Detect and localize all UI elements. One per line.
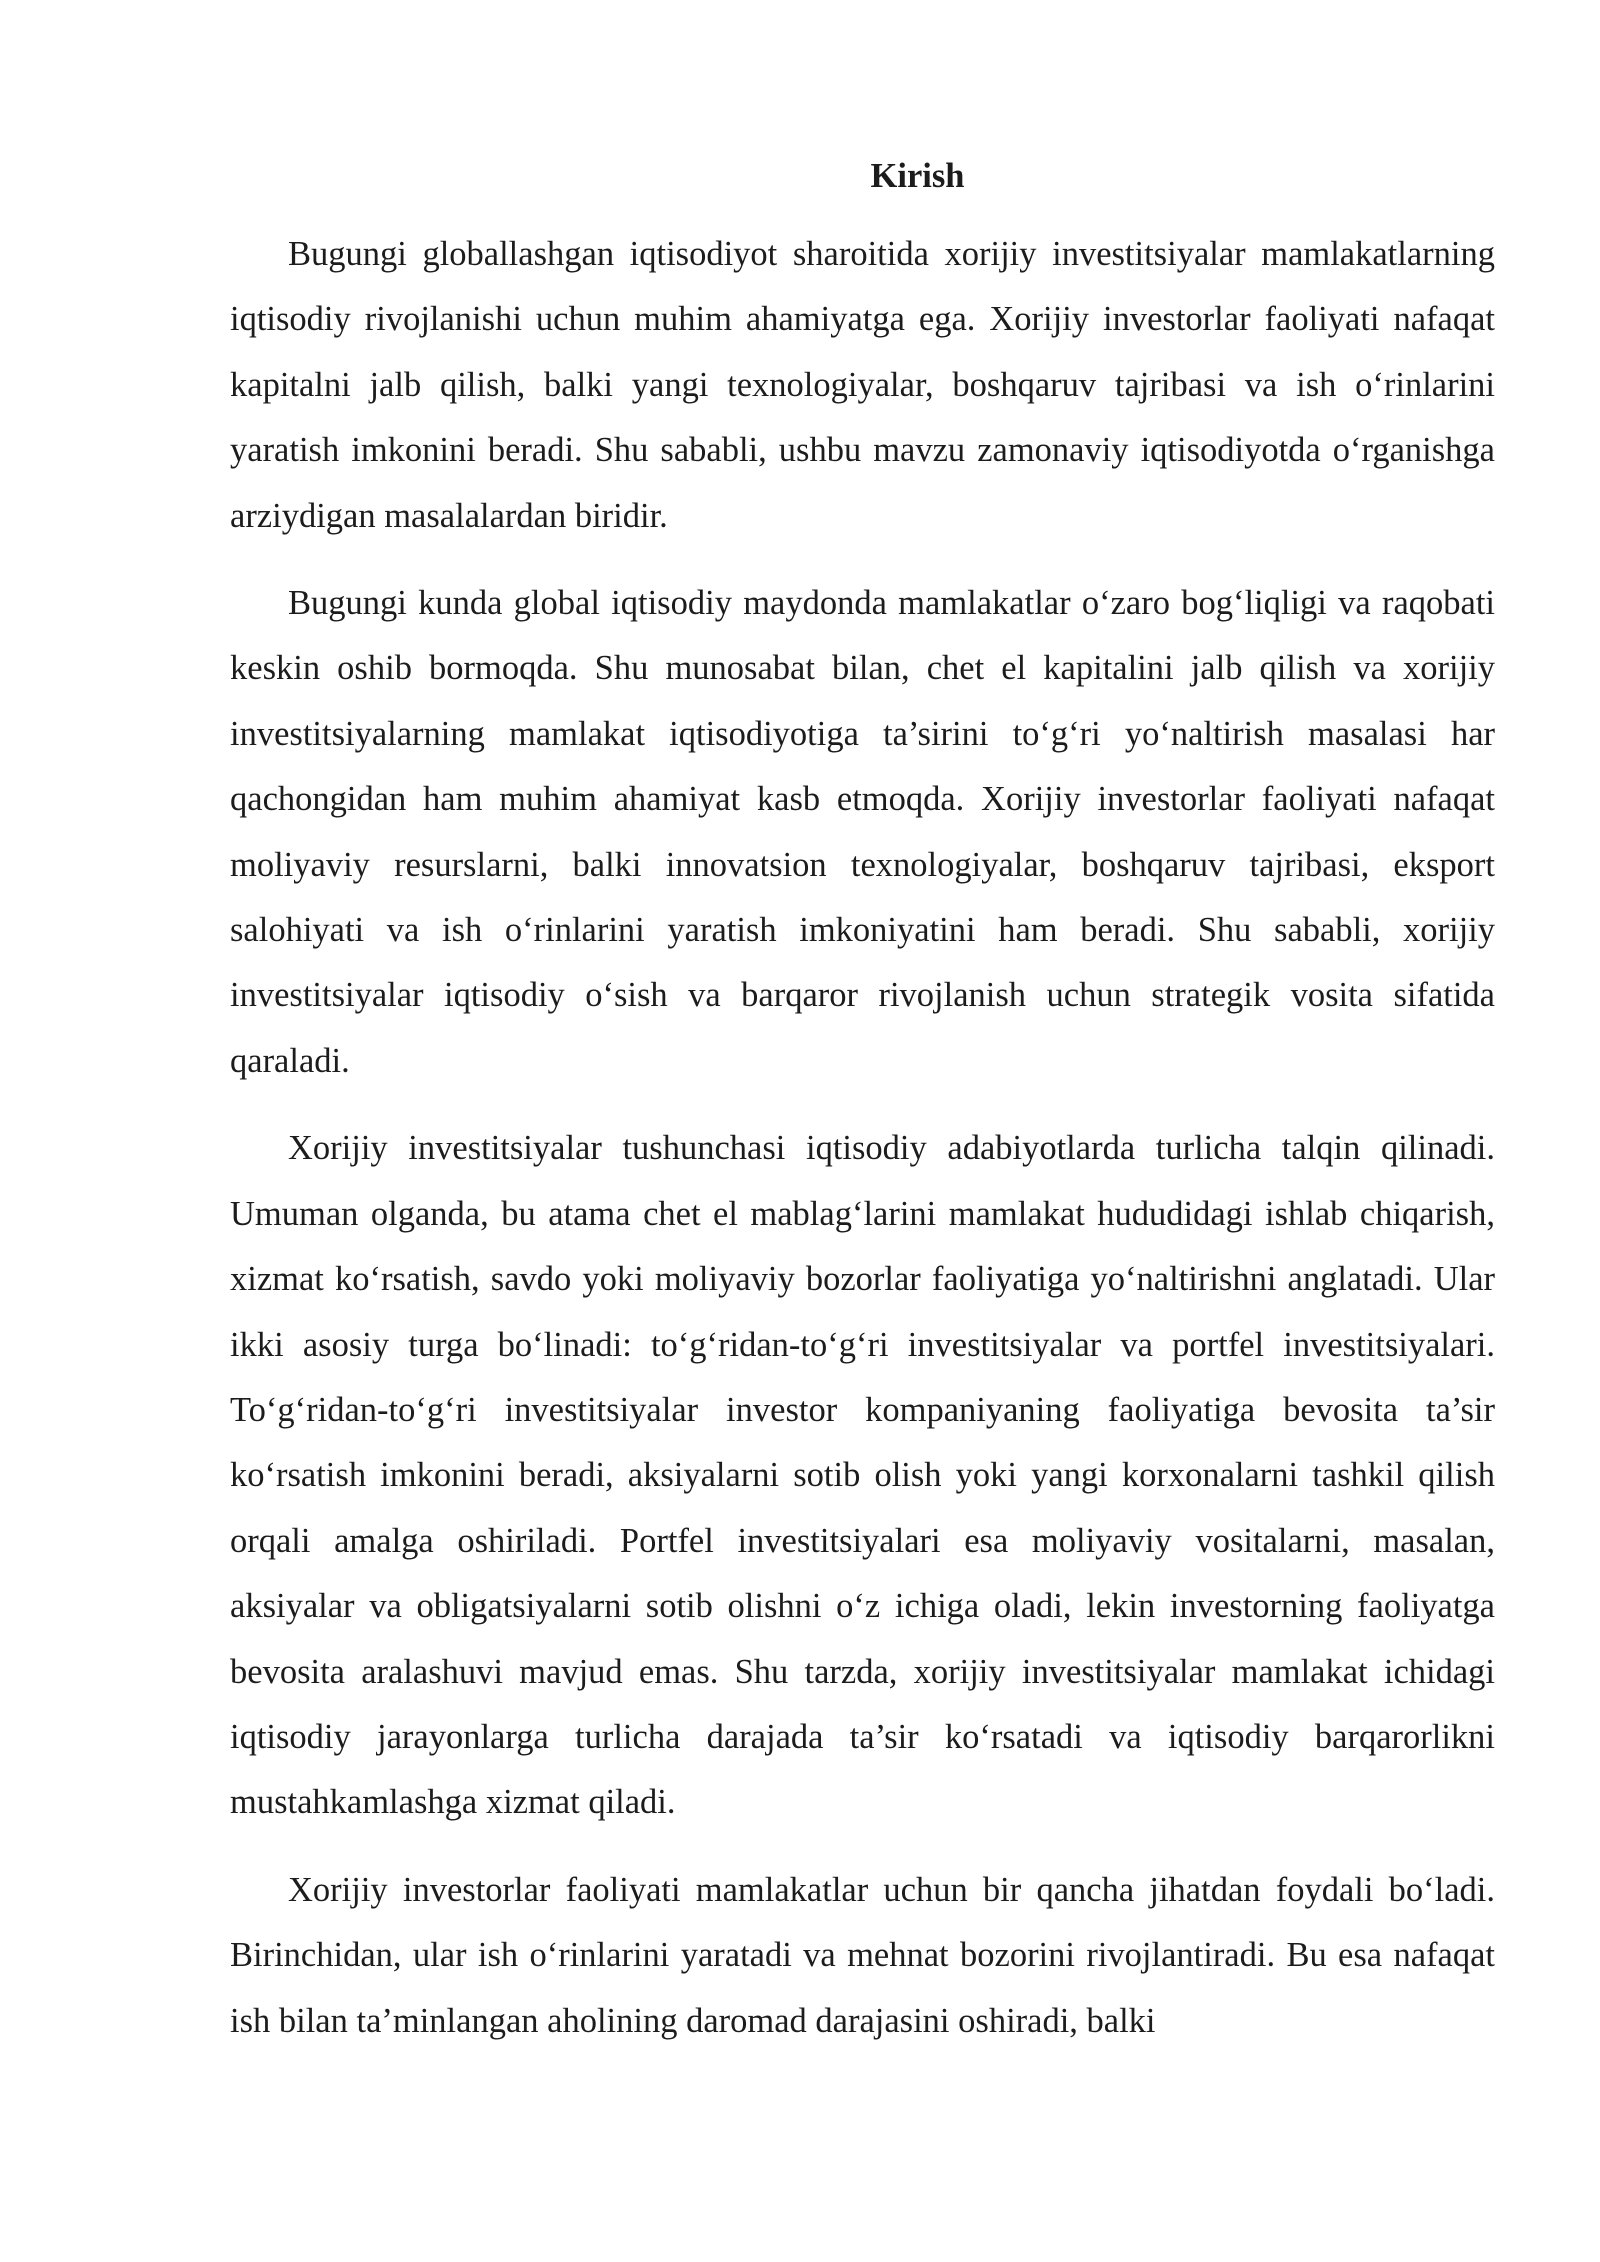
paragraph-1: Bugungi globallashgan iqtisodiyot sharoitida xorijiy investitsiyalar mamlakatlarning iqtisodiy rivojlanishi uchun muhim ahamiyatga ega. Xorijiy investorlar faoliyati nafaqat kapitalni jalb qilish, balki yangi texnologiyalar, boshqaruv tajribasi va ish o‘rinlarini yaratish imkonini beradi. Shu sababli, ushbu mavzu zamonaviy iqtisodiyotda o‘rganishga arziydigan masalalardan biridir. — [230, 235, 1495, 535]
document-title: Kirish — [870, 157, 965, 195]
paragraph-3: Xorijiy investitsiyalar tushunchasi iqtisodiy adabiyotlarda turlicha talqin qilinadi. Umuman olganda, bu atama chet el mablag‘larini mamlakat hududidagi ishlab chiqarish, xizmat ko‘rsatish, savdo yoki moliyaviy bozorlar faoliyatiga yo‘naltirishni anglatadi. Ular ikki asosiy turga bo‘linadi: to‘g‘ridan-to‘g‘ri investitsiyalar va portfel investitsiyalari. To‘g‘ridan-to‘g‘ri investitsiyalar investor kompaniyaning faoliyatiga bevosita ta’sir ko‘rsatish imkonini beradi, aksiyalarni sotib olish yoki yangi korxonalarni tashkil qilish orqali amalga oshiriladi. Portfel investitsiyalari esa moliyaviy vositalarni, masalan, aksiyalar va obligatsiyalarni sotib olishni o‘z ichiga oladi, lekin investorning faoliyatga bevosita aralashuvi mavjud emas. Shu tarzda, xorijiy investitsiyalar mamlakat ichidagi iqtisodiy jarayonlarga turlicha darajada ta’sir ko‘rsatadi va iqtisodiy barqarorlikni mustahkamlashga xizmat qiladi. — [230, 1129, 1495, 1822]
paragraph-4: Xorijiy investorlar faoliyati mamlakatlar uchun bir qancha jihatdan foydali bo‘ladi. Birinchidan, ular ish o‘rinlarini yaratadi va mehnat bozorini rivojlantiradi. Bu esa nafaqat ish bilan ta’minlangan aholining daromad darajasini oshiradi, balki — [230, 1870, 1495, 2040]
paragraph-2: Bugungi kunda global iqtisodiy maydonda mamlakatlar o‘zaro bog‘liqligi va raqobati keskin oshib bormoqda. Shu munosabat bilan, chet el kapitalini jalb qilish va xorijiy investitsiyalarning mamlakat iqtisodiyotiga ta’sirini to‘g‘ri yo‘naltirish masalasi har qachongidan ham muhim ahamiyat kasb etmoqda. Xorijiy investorlar faoliyati nafaqat moliyaviy resurslarni, balki innovatsion texnologiyalar, boshqaruv tajribasi, eksport salohiyati va ish o‘rinlarini yaratish imkoniyatini ham beradi. Shu sababli, xorijiy investitsiyalar iqtisodiy o‘sish va barqaror rivojlanish uchun strategik vosita sifatida qaraladi. — [230, 584, 1495, 1080]
document-body — [230, 150, 1495, 2076]
